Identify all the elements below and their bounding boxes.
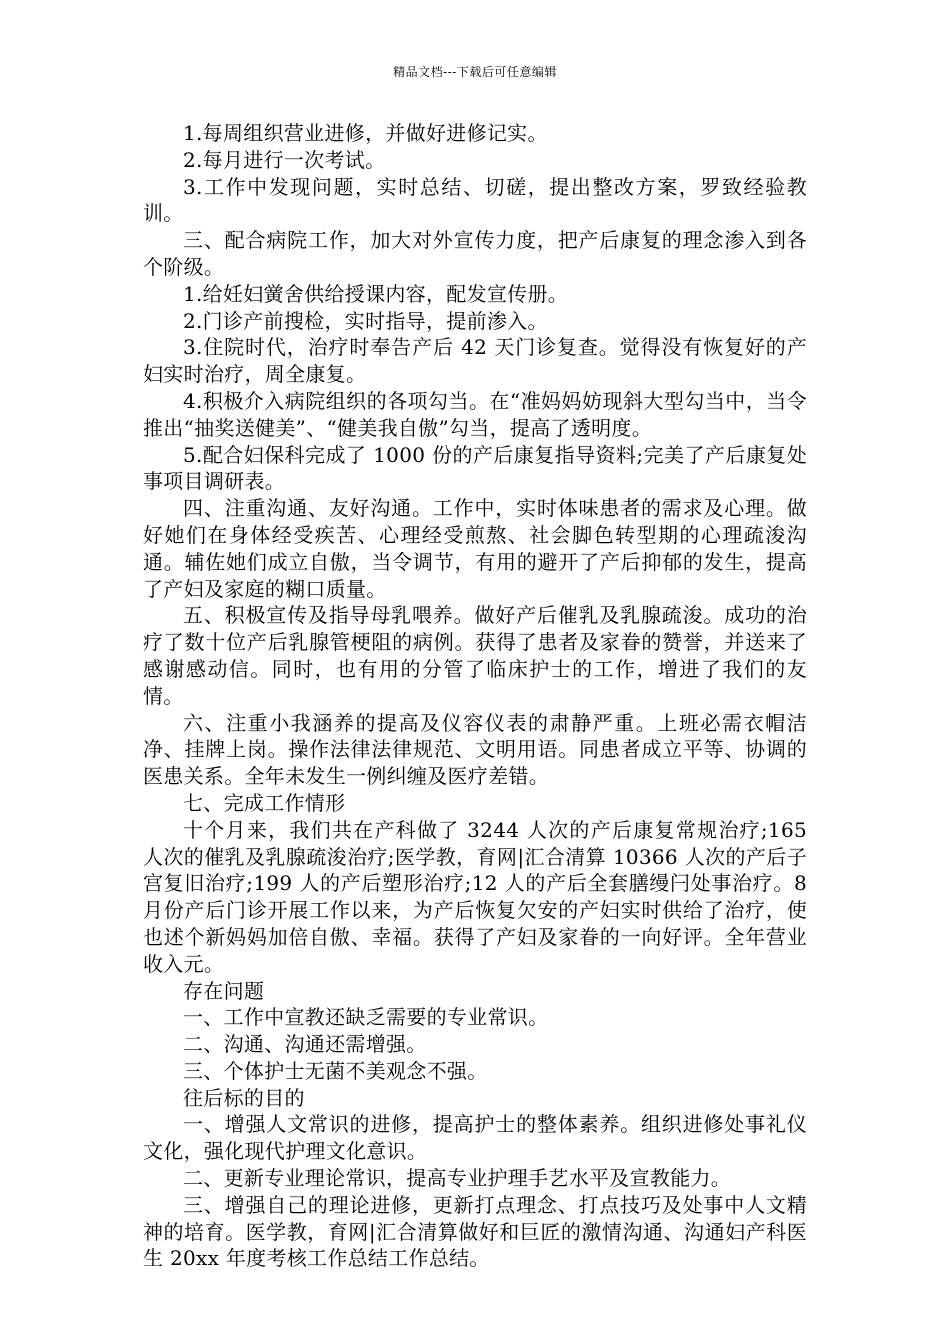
paragraph: 一、增强人文常识的进修，提高护士的整体素养。组织进修处事礼仪文化，强化现代护理文化意识。 (143, 1112, 807, 1164)
document-body (143, 120, 807, 1272)
paragraph: 5.配合妇保科完成了 1000 份的产后康复指导资料;完美了产后康复处事项目调研表。 (143, 442, 807, 494)
paragraph: 六、注重小我涵养的提高及仪容仪表的肃静严重。上班必需衣帽洁净、挂牌上岗。操作法律法律规范、文明用语。同患者成立平等、协调的医患关系。全年未发生一例纠缠及医疗差错。 (143, 710, 807, 789)
paragraph: 十个月来，我们共在产科做了 3244 人次的产后康复常规治疗;165 人次的催乳及乳腺疏浚治疗;医学教，育网|汇合清算 10366 人次的产后子宫复旧治疗;199 人的产后塑形治疗;12 人的产后全套膳缦闩处事治疗。8 月份产后门诊开展工作以来，为产后恢复欠安的产妇实时供给了治疗，使也述个新妈妈加倍自傲、幸福。获得了产妇及家眷的一向好评。全年营业收入元。 (143, 817, 807, 976)
paragraph: 五、积极宣传及指导母乳喂养。做好产后催乳及乳腺疏浚。成功的治疗了数十位产后乳腺管梗阻的病例。获得了患者及家眷的赞誉，并送来了感谢感动信。同时，也有用的分管了临床护士的工作，增进了我们的友情。 (143, 603, 807, 708)
section-heading: 存在问题 (183, 978, 265, 1003)
paragraph: 四、注重沟通、友好沟通。工作中，实时体味患者的需求及心理。做好她们在身体经受疾苦、心理经受煎熬、社会脚色转型期的心理疏浚沟通。辅佐她们成立自傲，当令调节，有用的避开了产后抑郁的发生，提高了产妇及家庭的糊口质量。 (143, 496, 807, 601)
paragraph: 二、沟通、沟通还需增强。 (183, 1032, 427, 1057)
paragraph: 三、增强自己的理论进修，更新打点理念、打点技巧及处事中人文精神的培育。医学教，育网|汇合清算做好和巨匠的激情沟通、沟通妇产科医生 20xx 年度考核工作总结工作总结。 (143, 1192, 807, 1271)
section-heading: 七、完成工作情形 (183, 790, 346, 815)
paragraph: 三、配合病院工作，加大对外宣传力度，把产后康复的理念渗入到各个阶级。 (143, 228, 807, 279)
paragraph: 1.给妊妇黉舍供给授课内容，配发宣传册。 (183, 281, 569, 306)
section-heading: 往后标的目的 (183, 1085, 305, 1110)
page-header: 精品文档---下载后可任意编辑 (393, 65, 557, 79)
paragraph: 2.每月进行一次考试。 (183, 147, 386, 172)
paragraph: 3.工作中发现问题，实时总结、切磋，提出整改方案，罗致经验教训。 (143, 174, 807, 226)
paragraph: 2.门诊产前搜检，实时指导，提前渗入。 (183, 308, 548, 333)
paragraph: 一、工作中宣教还缺乏需要的专业常识。 (183, 1005, 549, 1030)
paragraph: 3.住院时代，治疗时奉告产后 42 天门诊复查。觉得没有恢复好的产妇实时治疗，周全康复。 (143, 335, 807, 387)
paragraph: 三、个体护士无菌不美观念不强。 (183, 1058, 488, 1083)
paragraph: 二、更新专业理论常识，提高专业护理手艺水平及宣教能力。 (183, 1166, 732, 1191)
paragraph: 4.积极介入病院组织的各项勾当。在“准妈妈妨现斜大型勾当中，当令推出“抽奖送健美”、“健美我自傲”勾当，提高了透明度。 (143, 388, 807, 440)
paragraph: 1.每周组织营业进修，并做好进修记实。 (183, 121, 548, 145)
